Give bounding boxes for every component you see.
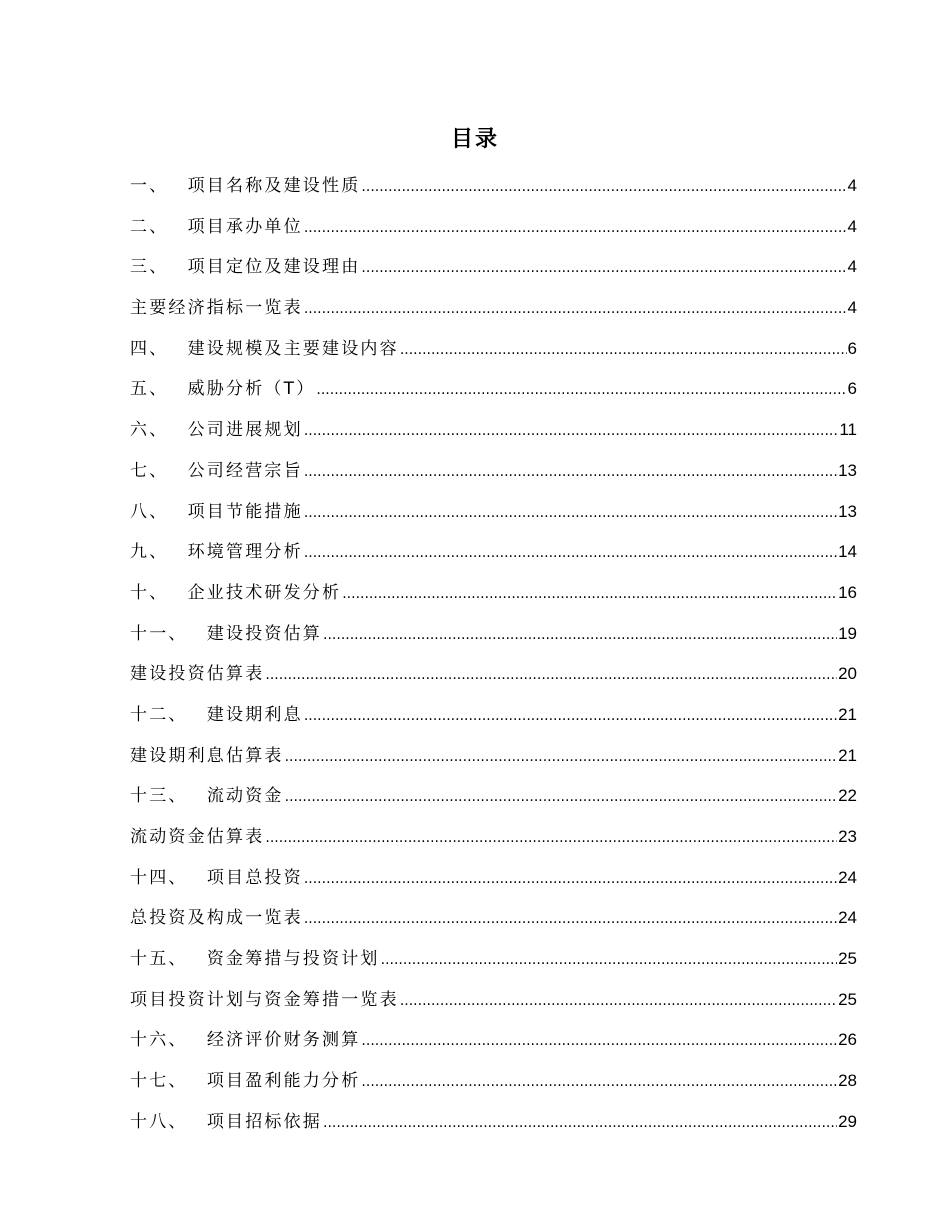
dot-leader [381,940,837,981]
toc-entry-page: 21 [838,745,857,765]
toc-entry-title: 项目总投资 [206,867,303,888]
toc-entry[interactable] [130,288,857,329]
toc-entry-number: 十一、 [130,623,188,644]
toc-label [130,1102,322,1143]
toc-entry-title: 流动资金 [206,786,284,807]
toc-label [130,410,303,451]
toc-entry-page: 25 [838,989,857,1009]
toc-entry-title: 项目名称及建设性质 [187,176,361,196]
toc-entry-page: 21 [838,704,857,724]
toc-entry-title: 建设投资估算表 [130,664,265,685]
toc-entry[interactable] [130,207,857,248]
dot-leader [304,696,837,737]
toc-entry-title: 公司经营宗旨 [187,460,303,481]
toc-entry-page: 4 [847,257,857,277]
toc-entry-page: 14 [838,542,857,562]
toc-entry-page: 28 [838,1071,857,1091]
dot-leader [285,737,837,778]
toc-entry-page: 26 [838,1030,857,1050]
toc-entry-number: 八、 [130,501,169,522]
toc-entry-page: 23 [838,827,857,846]
toc-entry-title: 公司进展规划 [187,420,303,441]
toc-label [130,288,303,329]
toc-entry-title: 建设期利息估算表 [130,745,284,766]
toc-entry-page: 13 [838,460,857,480]
toc-entry-page: 4 [847,176,857,195]
toc-entry[interactable] [130,247,857,288]
toc-entry[interactable] [130,1102,857,1143]
toc-entry-gap [188,776,207,817]
toc-label [130,817,264,858]
dot-leader [304,208,847,249]
toc-entry[interactable] [130,736,857,777]
toc-entry[interactable] [130,410,857,451]
toc-label [130,654,264,695]
toc-entry[interactable] [130,654,857,695]
toc-entry-title: 项目盈利能力分析 [206,1071,361,1092]
toc-entry-page: 11 [839,420,857,440]
dot-leader [304,289,847,330]
toc-entry-gap [168,329,187,370]
toc-entry-gap [168,532,187,573]
toc-entry[interactable] [130,1020,857,1061]
toc-label [130,736,284,777]
toc-entry[interactable] [130,817,857,858]
toc-entry-title: 主要经济指标一览表 [130,298,303,319]
toc-entry[interactable] [130,980,857,1021]
dot-leader [304,411,839,452]
dot-leader [361,1021,837,1062]
toc-entry-title: 项目投资计划与资金筹措一览表 [130,989,399,1010]
toc-entry-gap [168,492,187,533]
toc-entry-gap [188,614,207,655]
toc-entry-page: 22 [838,786,857,806]
toc-entry-page: 13 [838,501,857,521]
toc-entry-number: 三、 [130,257,169,278]
dot-leader [361,1062,837,1103]
toc-entry[interactable] [130,898,857,939]
dot-leader [304,899,837,940]
toc-entry-number: 一、 [130,176,169,196]
toc-title: 目录 [450,127,499,152]
toc-entry-page: 6 [847,338,857,358]
dot-leader [316,370,846,411]
toc-label [130,329,399,370]
toc-entry-number: 十六、 [130,1030,188,1051]
toc-list [130,166,857,1143]
toc-entry-number: 六、 [130,420,169,441]
toc-entry[interactable] [130,532,857,573]
toc-entry-title: 威胁分析（T） [187,379,316,400]
toc-entry-page: 16 [838,582,857,602]
toc-entry-gap [168,247,187,288]
toc-entry-title: 项目节能措施 [187,501,303,522]
toc-entry-number: 九、 [130,542,169,563]
toc-entry-page: 24 [838,908,857,928]
toc-entry-title: 建设规模及主要建设内容 [187,338,399,359]
toc-entry-page: 24 [838,867,857,887]
toc-label [130,247,360,288]
toc-entry-gap [188,939,207,980]
toc-entry[interactable] [130,939,857,980]
toc-entry[interactable] [130,858,857,899]
toc-entry-number: 五、 [130,379,169,400]
toc-entry-gap [168,573,187,614]
toc-entry[interactable] [130,451,857,492]
toc-entry-title: 建设期利息 [206,704,303,725]
toc-entry[interactable] [130,329,857,370]
toc-entry-page: 4 [847,216,857,236]
toc-entry-page: 19 [838,623,857,643]
dot-leader [361,248,846,289]
toc-entry-number: 二、 [130,216,169,237]
toc-entry-gap [188,858,207,899]
toc-entry[interactable] [130,369,857,410]
dot-leader [361,167,846,208]
toc-entry-page: 29 [838,1111,857,1131]
toc-entry-number: 十四、 [130,867,188,888]
toc-label [130,207,303,248]
dot-leader [265,655,837,696]
toc-entry-page: 25 [838,949,857,969]
toc-entry-gap [168,451,187,492]
toc-label [130,451,303,492]
toc-label [130,369,315,410]
toc-entry-number: 十二、 [130,704,188,725]
toc-entry-gap [168,166,187,207]
toc-entry-gap [188,1020,207,1061]
toc-entry-title: 环境管理分析 [187,542,303,563]
toc-entry[interactable] [130,614,857,655]
toc-entry-gap [188,1061,207,1102]
toc-label [130,573,341,614]
toc-label [130,898,303,939]
toc-entry-title: 项目承办单位 [187,216,303,237]
toc-entry-title: 项目定位及建设理由 [187,257,361,278]
toc-entry-title: 经济评价财务测算 [206,1030,361,1051]
dot-leader [342,574,837,615]
toc-entry-title: 流动资金估算表 [130,827,265,847]
toc-entry-page: 6 [847,379,857,399]
toc-entry[interactable] [130,776,857,817]
toc-entry-title: 建设投资估算 [206,623,323,644]
toc-entry[interactable] [130,695,857,736]
toc-label [130,695,303,736]
toc-label [130,614,322,655]
toc-entry-page: 20 [838,664,857,684]
toc-entry[interactable] [130,1061,857,1102]
toc-entry[interactable] [130,573,857,614]
toc-entry-number: 十三、 [130,786,188,807]
toc-entry-number: 十八、 [130,1111,188,1132]
toc-entry-number: 七、 [130,460,169,481]
dot-leader [265,818,837,859]
toc-label [130,980,399,1021]
dot-leader [323,1103,837,1144]
toc-label [130,1061,360,1102]
dot-leader [304,533,837,574]
toc-entry-gap [188,1102,207,1143]
toc-label [130,858,303,899]
dot-leader [304,493,837,534]
toc-entry[interactable] [130,492,857,533]
toc-entry-gap [168,369,187,410]
toc-entry[interactable] [130,166,857,207]
dot-leader [285,777,837,818]
toc-label [130,492,303,533]
dot-leader [304,452,837,493]
toc-label [130,166,360,207]
toc-entry-title: 总投资及构成一览表 [130,908,303,929]
dot-leader [323,615,837,656]
dot-leader [304,859,837,900]
toc-entry-gap [188,695,207,736]
toc-label [130,532,303,573]
toc-entry-title: 企业技术研发分析 [187,582,342,603]
dot-leader [400,981,837,1022]
toc-label [130,1020,360,1061]
toc-entry-number: 十、 [130,582,169,603]
toc-entry-gap [168,207,187,248]
toc-entry-gap [168,410,187,451]
toc-entry-number: 十五、 [130,949,188,970]
toc-entry-title: 项目招标依据 [206,1111,323,1132]
toc-label [130,776,284,817]
toc-entry-number: 十七、 [130,1071,188,1092]
toc-entry-page: 4 [847,298,857,318]
toc-entry-title: 资金筹措与投资计划 [206,949,380,970]
toc-label [130,939,380,980]
toc-entry-number: 四、 [130,338,169,359]
dot-leader [400,330,847,371]
